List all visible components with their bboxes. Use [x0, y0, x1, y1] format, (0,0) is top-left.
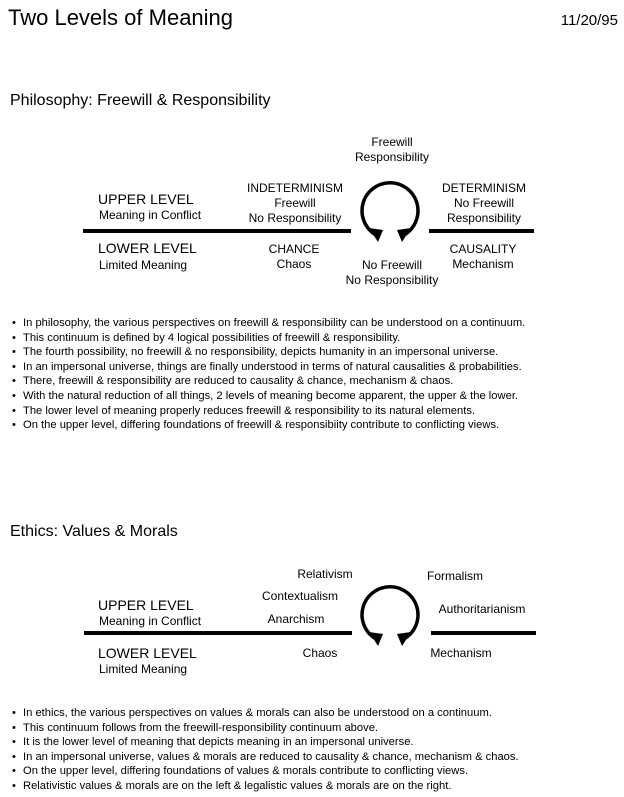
causality-mechanism: Mechanism [452, 257, 514, 271]
page-date: 11/20/95 [560, 12, 618, 29]
philosophy-upper-sub: Meaning in Conflict [99, 208, 202, 222]
list-item: • The fourth possibility, no freewill & no responsibility, depicts humanity in an impersonal universe. [10, 345, 525, 360]
list-item: • This continuum follows from the freewill-responsibility continuum above. [10, 721, 519, 736]
list-item: • In an impersonal universe, things are finally understood in terms of natural causalities & probabilities. [10, 360, 525, 375]
bottom-responsibility: No Responsibility [345, 273, 439, 287]
anarchism-label: Anarchism [267, 612, 325, 626]
chance-title: CHANCE [268, 242, 320, 256]
mechanism-label: Mechanism [430, 646, 492, 660]
philosophy-cycle-arrows-icon [354, 172, 426, 244]
list-item: • On the upper level, differing foundations of values & morals contribute to conflicting views. [10, 764, 519, 779]
ethics-heading: Ethics: Values & Morals [10, 523, 178, 540]
ethics-lower-level: LOWER LEVEL [98, 645, 197, 661]
philosophy-divider-right [429, 229, 534, 233]
ethics-bullet-list [10, 706, 519, 794]
indeterminism-label [232, 181, 358, 226]
list-item: • In ethics, the various perspectives on values & morals can also be understood on a continuum. [10, 706, 519, 721]
philosophy-bottom-label [332, 258, 452, 288]
formalism-label: Formalism [427, 569, 483, 583]
determinism-title: DETERMINISM [442, 181, 526, 195]
causality-title: CAUSALITY [449, 242, 517, 256]
authoritarianism-label: Authoritarianism [438, 602, 526, 616]
list-item: • On the upper level, differing foundations of freewill & responsibiity contribute to conflicting views. [10, 418, 525, 433]
list-item: • Relativistic values & morals are on the left & legalistic values & morals are on the right. [10, 779, 519, 794]
ethics-divider-left [84, 631, 352, 635]
ethics-divider-right [431, 631, 536, 635]
philosophy-heading: Philosophy: Freewill & Responsibility [10, 92, 271, 109]
ethics-upper-sub: Meaning in Conflict [99, 614, 202, 628]
bottom-freewill: No Freewill [361, 258, 422, 272]
list-item: • The lower level of meaning properly reduces freewill & responsibility to its natural elements. [10, 404, 525, 419]
list-item: • This continuum is defined by 4 logical possibilities of freewill & responsibility. [10, 331, 525, 346]
indeterminism-title: INDETERMINISM [247, 181, 343, 195]
list-item: • There, freewill & responsibility are reduced to causality & chance, mechanism & chaos. [10, 374, 525, 389]
chance-chaos: Chaos [276, 257, 312, 271]
philosophy-lower-sub: Limited Meaning [99, 258, 188, 272]
philosophy-lower-level: LOWER LEVEL [98, 240, 197, 256]
list-item: • In philosophy, the various perspectives on freewill & responsibility can be understood on a continuum. [10, 316, 525, 331]
philosophy-bullet-list [10, 316, 525, 433]
determinism-responsibility: Responsibility [446, 211, 522, 225]
philosophy-upper-level: UPPER LEVEL [98, 191, 194, 207]
determinism-freewill: No Freewill [453, 196, 514, 210]
philosophy-divider-left [83, 229, 351, 233]
indeterminism-responsibility: No Responsibility [248, 211, 342, 225]
page-title: Two Levels of Meaning [8, 5, 234, 30]
philosophy-top-label [332, 135, 452, 165]
indeterminism-freewill: Freewill [274, 196, 316, 210]
top-freewill: Freewill [371, 135, 413, 149]
contextualism-label: Contextualism [261, 589, 339, 603]
top-responsibility: Responsibility [354, 150, 430, 164]
chaos-label: Chaos [302, 646, 338, 660]
determinism-label [428, 181, 540, 226]
list-item: • With the natural reduction of all things, 2 levels of meaning become apparent, the upper & the lower. [10, 389, 525, 404]
relativism-label: Relativism [297, 567, 353, 581]
list-item: • It is the lower level of meaning that depicts meaning in an impersonal universe. [10, 735, 519, 750]
ethics-lower-sub: Limited Meaning [99, 662, 188, 676]
ethics-cycle-arrows-icon [354, 576, 426, 648]
chance-label [254, 242, 334, 272]
ethics-upper-level: UPPER LEVEL [98, 597, 194, 613]
list-item: • In an impersonal universe, values & morals are reduced to causality & chance, mechanism & chaos. [10, 750, 519, 765]
